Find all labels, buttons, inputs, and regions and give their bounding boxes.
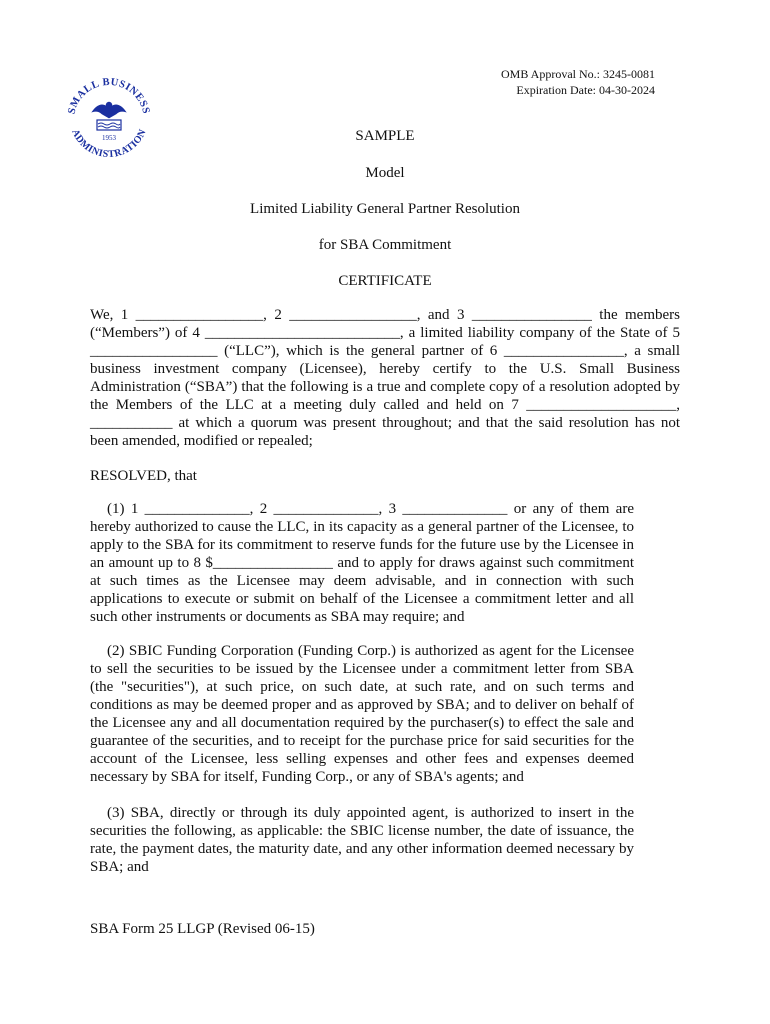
resolution-item-2: (2) SBIC Funding Corporation (Funding Corp.) is authorized as agent for the Licensee to sell the securities to be issued by the Licensee under a commitment letter from SBA (the "securities"), at such price, on such date, at such rate, and on such terms and conditions as may be deemed proper and as approved by SBA; and to deliver on behalf of the Licensee any and all documentation required by the purchaser(s) to effect the sale and guarantee of the securities, and to receipt for the purchase price for said securities for the account of the Licensee, less selling expenses and other fees and expenses deemed necessary by SBA for itself, Funding Corp., or any of SBA's agents; and	[90, 643, 634, 785]
title-purpose: for SBA Commitment	[318, 237, 452, 253]
seal-top-text: SMALL BUSINESS	[66, 76, 152, 116]
title-resolution: Limited Liability General Partner Resolution	[250, 201, 520, 217]
title-certificate: CERTIFICATE	[338, 273, 432, 289]
omb-approval-number: OMB Approval No.: 3245-0081	[501, 67, 655, 81]
omb-info	[501, 66, 655, 98]
sba-seal-logo	[64, 74, 154, 164]
seal-year: 1953	[102, 134, 116, 142]
seal-bottom-text: ADMINISTRATION	[69, 127, 149, 161]
title-model: Model	[365, 165, 405, 181]
title-sample: SAMPLE	[355, 128, 415, 144]
expiration-date: Expiration Date: 04-30-2024	[516, 83, 655, 97]
certification-paragraph: We, 1 _________________, 2 _________________, and 3 ________________ the members (“Members”) of 4 __________________________, a limited liability company of the State of 5 _________________ (“LLC”), which is the general partner of 6 ________________, a small business investment company (Licensee), hereby certify to the U.S. Small Business Administration (“SBA”) that the following is a true and complete copy of a resolution adopted by the Members of the LLC at a meeting duly called and held on 7 ____________________, ___________ at which a quorum was present throughout; and that the said resolution has not been amended, modified or repealed;	[90, 307, 680, 449]
resolution-item-1: (1) 1 ______________, 2 ______________, 3 ______________ or any of them are hereby authorized to cause the LLC, in its capacity as a general partner of the Licensee, to apply to the SBA for its commitment to reserve funds for the future use by the Licensee in an amount up to 8 $________________ and to apply for draws against such commitment at such times as the Licensee may deem advisable, and in connection with such applications to execute or submit on behalf of the Licensee a commitment letter and all such other instruments or documents as SBA may require; and	[90, 501, 634, 625]
resolution-item-3: (3) SBA, directly or through its duly appointed agent, is authorized to insert in the securities the following, as applicable: the SBIC license number, the date of issuance, the rate, the payment dates, the maturity date, and any other information deemed necessary by SBA; and	[90, 805, 634, 875]
resolved-heading: RESOLVED, that	[90, 468, 197, 484]
form-identifier: SBA Form 25 LLGP (Revised 06-15)	[90, 921, 315, 937]
